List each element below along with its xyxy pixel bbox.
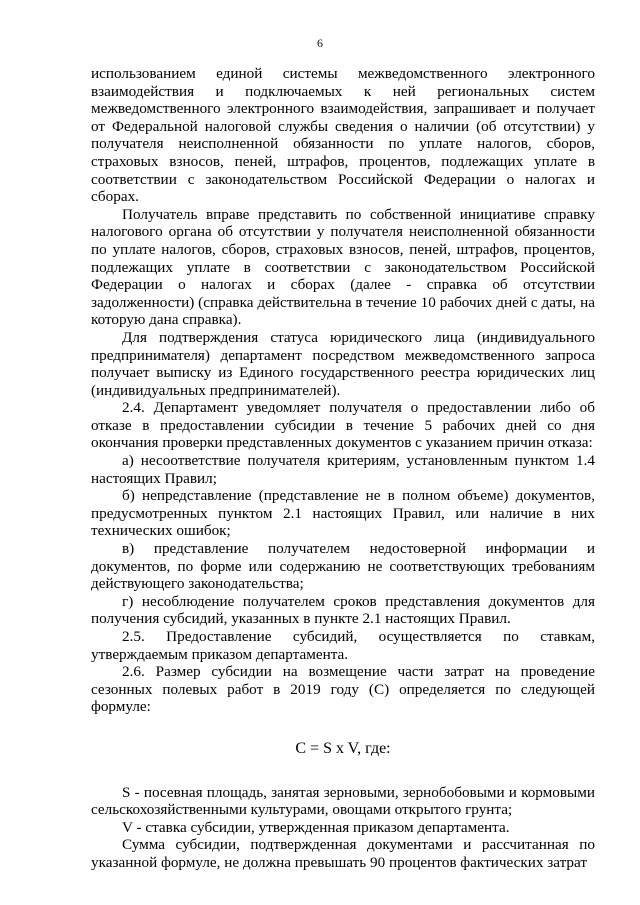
list-item-v: в) представление получателем недостоверной информации и документов, по форме или содержанию не соответствующих требованиям действующего законодательства;	[91, 540, 595, 593]
paragraph-subsidy-sum: Сумма субсидии, подтвержденная документами и рассчитанная по указанной формуле, не должна превышать 90 процентов фактических затрат	[91, 836, 595, 871]
page-number: 6	[317, 36, 323, 50]
definition-v: V - ставка субсидии, утвержденная приказом департамента.	[122, 818, 510, 836]
document-body	[91, 65, 595, 872]
list-item-g: г) несоблюдение получателем сроков представления документов для получения субсидий, указанных в пункте 2.1 настоящих Правил.	[91, 592, 595, 628]
definition-s: S - посевная площадь, занятая зерновыми, зернобобовыми и кормовыми сельскохозяйственными культурами, овощами открытого грунта;	[91, 783, 595, 819]
paragraph-tax-certificate: Получатель вправе представить по собственной инициативе справку налогового органа об отсутствии у получателя неисполненной обязанности по уплате налогов, сборов, страховых взносов, пеней, штрафов, процентов, подлежащих уплате в соответствии с законодательством Российской Федерации о налогах и сборах (далее - справка об отсутствии задолженности) (справка действительна в течение 10 рабочих дней с даты, на которую дана справка).	[91, 205, 595, 329]
list-item-b: б) непредставление (представление не в полном объеме) документов, предусмотренных пунктом 2.1 настоящих Правил, или наличие в них технических ошибок;	[91, 487, 595, 540]
formula: C = S x V, где:	[295, 739, 391, 757]
list-item-a: а) несоответствие получателя критериям, установленным пунктом 1.4 настоящих Правил;	[91, 452, 595, 487]
paragraph-legal-status: Для подтверждения статуса юридического лица (индивидуального предпринимателя) департамент посредством межведомственного запроса получает выписку из Единого государственного реестра юридических лиц (индивидуальных предпринимателей).	[91, 328, 595, 399]
paragraph-2-4: 2.4. Департамент уведомляет получателя о предоставлении либо об отказе в предоставлении субсидии в течение 5 рабочих дней со дня окончания проверки представленных документов с указанием причин отказа:	[91, 399, 595, 452]
paragraph-2-5: 2.5. Предоставление субсидий, осуществляется по ставкам, утверждаемым приказом департамента.	[91, 628, 595, 663]
paragraph-continuation: использованием единой системы межведомственного электронного взаимодействия и подключаемых к ней региональных систем межведомственного электронного взаимодействия, запрашивает и получает от Федеральной налоговой службы сведения о наличии (об отсутствии) у получателя неисполненной обязанности по уплате налогов, сборов, страховых взносов, пеней, штрафов, процентов, подлежащих уплате в соответствии с законодательством Российской Федерации о налогах и сборах.	[91, 65, 595, 206]
paragraph-2-6: 2.6. Размер субсидии на возмещение части затрат на проведение сезонных полевых работ в 2019 году (С) определяется по следующей формуле:	[91, 663, 595, 716]
